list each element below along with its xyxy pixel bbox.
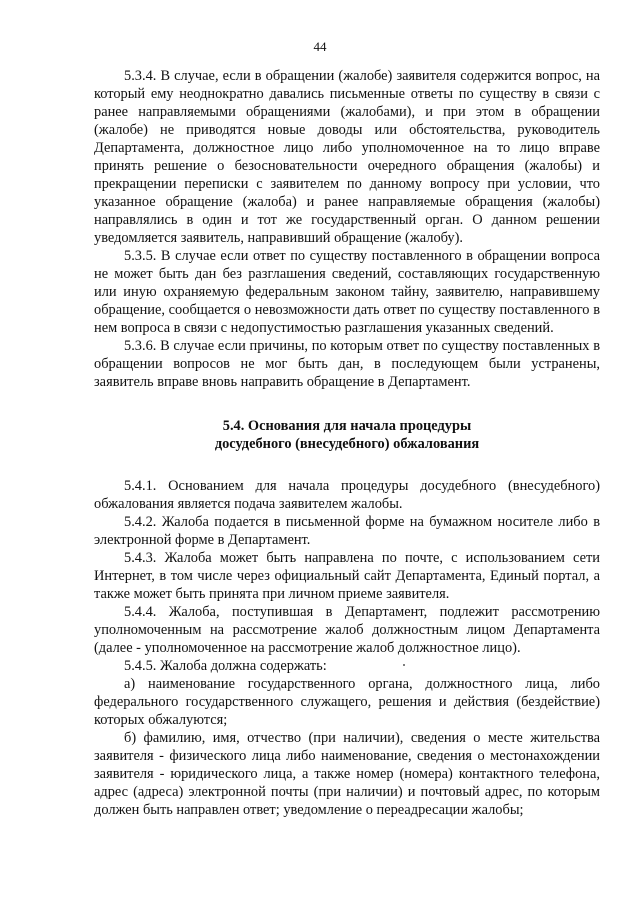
paragraph-5-4-4: 5.4.4. Жалоба, поступившая в Департамент, подлежит рассмотрению уполномоченным на рассмотрение жалоб должностным лицом Департамента (далее - уполномоченное на рассмотрение жалоб должностное лицо). xyxy=(94,604,600,656)
paragraph-5-4-5: 5.4.5. Жалоба должна содержать: xyxy=(124,658,327,674)
scan-speck xyxy=(403,664,405,666)
paragraph-5-3-4: 5.3.4. В случае, если в обращении (жалобе) заявителя содержится вопрос, на который ему неоднократно давались письменные ответы по существу в связи с ранее направляемыми обращениями (жалобами), и при этом в обращении (жалобе) не приводятся новые доводы или обстоятельства, руководитель Департамента, должностное лицо либо уполномоченное на то лицо вправе принять решение о безосновательности очередного обращения (жалобы) и прекращении переписки с заявителем по данному вопросу при условии, что указанное обращение (жалоба) и ранее направляемые обращения (жалобы) направлялись в один и тот же государственный орган. О данном решении уведомляется заявитель, направивший обращение (жалобу). xyxy=(94,68,600,246)
list-item-b: б) фамилию, имя, отчество (при наличии), сведения о месте жительства заявителя - физического лица либо наименование, сведения о местонахождении заявителя - юридического лица, а также номер (номера) контактного телефона, адрес (адреса) электронной почты (при наличии) и почтовый адрес, по которым должен быть направлен ответ; уведомление о переадресации жалобы; xyxy=(94,730,600,818)
paragraph-5-3-5: 5.3.5. В случае если ответ по существу поставленного в обращении вопроса не может быть дан без разглашения сведений, составляющих государственную или иную охраняемую федеральным законом тайну, заявителю, направившему обращение, сообщается о невозможности дать ответ по существу поставленного в нем вопроса в связи с недопустимостью разглашения указанных сведений. xyxy=(94,248,600,336)
document-body xyxy=(94,67,600,819)
section-heading-line-2: досудебного (внесудебного) обжалования xyxy=(214,436,480,452)
page-number: 44 xyxy=(313,39,327,54)
paragraph-5-4-3: 5.4.3. Жалоба может быть направлена по почте, с использованием сети Интернет, в том числе через официальный сайт Департамента, Единый портал, а также может быть принята при личном приеме заявителя. xyxy=(94,550,600,602)
section-heading-line-1: 5.4. Основания для начала процедуры xyxy=(222,418,472,434)
paragraph-5-4-2: 5.4.2. Жалоба подается в письменной форме на бумажном носителе либо в электронной форме в Департамент. xyxy=(94,514,600,548)
list-item-a: а) наименование государственного органа, должностного лица, либо федерального государственного служащего, решения и действия (бездействие) которых обжалуются; xyxy=(94,676,600,728)
paragraph-5-3-6: 5.3.6. В случае если причины, по которым ответ по существу поставленных в обращении вопросов не мог быть дан, в последующем были устранены, заявитель вправе вновь направить обращение в Департамент. xyxy=(94,338,600,390)
paragraph-5-4-1: 5.4.1. Основанием для начала процедуры досудебного (внесудебного) обжалования является подача заявителем жалобы. xyxy=(94,478,600,512)
section-heading-5-4 xyxy=(94,417,600,453)
